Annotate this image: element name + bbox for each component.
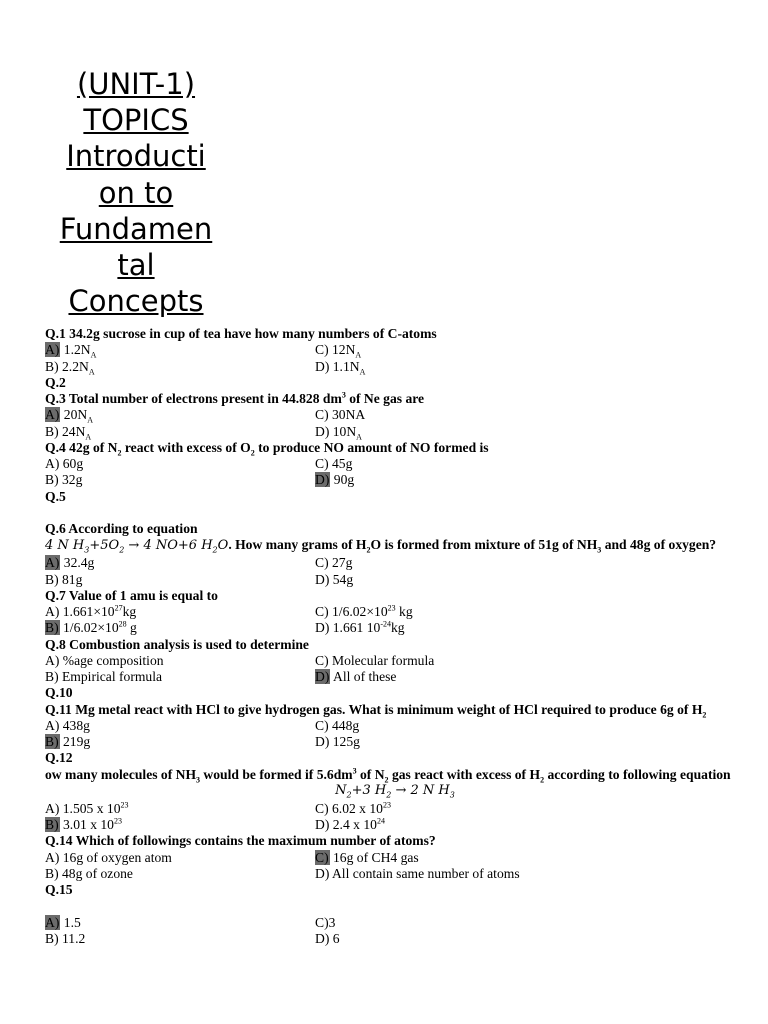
option-a[interactable]: A) $20N_A$ bbox=[45, 407, 93, 425]
option-a[interactable]: A) 1.5 bbox=[45, 914, 81, 930]
options-row bbox=[45, 407, 745, 423]
option-d[interactable]: D) 125g bbox=[315, 734, 360, 749]
options-row bbox=[45, 915, 745, 931]
question-10: Q.10 bbox=[45, 685, 73, 701]
spacer bbox=[45, 898, 745, 914]
question-11: Q.11 Mg metal react with HCl to give hydrogen gas. What is minimum weight of HCl required to produce 6g of $H_2$ bbox=[45, 701, 707, 720]
option-a[interactable]: A) %age composition bbox=[45, 652, 164, 668]
option-d[interactable]: D) 90g bbox=[315, 472, 355, 488]
answer-marker: B) bbox=[45, 620, 59, 636]
option-b[interactable]: B) $1/6.02\times 10^{28}$ g bbox=[45, 619, 137, 636]
option-c[interactable]: C) $1/6.02\times 10^{23}$ kg bbox=[315, 603, 413, 619]
answer-marker: B) bbox=[45, 817, 59, 832]
question-15: Q.15 bbox=[45, 882, 73, 897]
options-row bbox=[45, 931, 745, 947]
chemical-equation: 4 N $H_3+5O_2 \to 4$ NO+6 $H_2O$ bbox=[45, 538, 229, 555]
option-d[interactable]: D) All contain same number of atoms bbox=[315, 865, 520, 881]
options-row bbox=[45, 866, 745, 882]
options-row bbox=[45, 734, 745, 750]
options-row bbox=[45, 604, 745, 620]
option-c[interactable]: C) 27g bbox=[315, 555, 353, 571]
option-c[interactable]: C) 45g bbox=[315, 456, 353, 471]
options-row bbox=[45, 359, 745, 375]
answer-marker: A) bbox=[45, 342, 60, 358]
title-line: Introducti bbox=[66, 139, 206, 174]
document-title bbox=[40, 66, 232, 319]
option-b[interactable]: B) 48g of ozone bbox=[45, 865, 133, 881]
question-12: Q.12 bbox=[45, 750, 73, 766]
options-row bbox=[45, 620, 745, 636]
options-row bbox=[45, 801, 745, 817]
title-line: tal bbox=[117, 248, 155, 283]
question-4: Q.4 42g of $N_2$ react with excess of $O_2$ to produce NO amount of NO formed is bbox=[45, 439, 489, 458]
question-7: Q.7 Value of 1 amu is equal to bbox=[45, 587, 218, 603]
question-14: Q.14 Which of followings contains the maximum number of atoms? bbox=[45, 833, 436, 849]
question-5: Q.5 bbox=[45, 488, 66, 504]
option-d[interactable]: D) 54g bbox=[315, 571, 354, 587]
question-list bbox=[45, 326, 745, 947]
option-d[interactable]: D) 6 bbox=[315, 930, 340, 946]
option-b[interactable]: B) 219g bbox=[45, 734, 91, 749]
title-line: TOPICS bbox=[83, 103, 189, 138]
question-3: Q.3 Total number of electrons present in 44.828 $dm^3$ of Ne gas are bbox=[45, 390, 425, 406]
options-row bbox=[45, 817, 745, 833]
option-a[interactable]: A) $1.661\times 10^{27}kg$ bbox=[45, 603, 137, 619]
option-d[interactable]: D) 1.661 $10^{-24}kg$ bbox=[315, 619, 405, 636]
options-row bbox=[45, 669, 745, 685]
option-b[interactable]: B) $24N_A$ bbox=[45, 423, 92, 442]
option-a[interactable]: A) $1.2N_A$ bbox=[45, 342, 97, 360]
option-d[interactable]: D) All of these bbox=[315, 669, 397, 684]
options-row bbox=[45, 456, 745, 472]
option-c[interactable]: C) 30NA bbox=[315, 407, 366, 423]
title-line: Fundamen bbox=[59, 211, 213, 246]
option-c[interactable]: C) $12N_A$ bbox=[315, 342, 362, 360]
answer-marker: C) bbox=[315, 849, 329, 865]
question-6: Q.6 According to equation bbox=[45, 521, 198, 536]
option-d[interactable]: D) $10N_A$ bbox=[315, 423, 362, 442]
answer-marker: D) bbox=[315, 669, 330, 684]
spacer bbox=[45, 505, 745, 521]
answer-marker: A) bbox=[45, 407, 60, 423]
question-2: Q.2 bbox=[45, 374, 66, 390]
question-12-text: ow many molecules of $NH_3$ would be formed if $5.6dm^3$ of $N_2$ gas react with excess of $H_2$ according to following equation bbox=[45, 765, 731, 785]
options-row bbox=[45, 718, 745, 734]
options-row bbox=[45, 653, 745, 669]
answer-marker: B) bbox=[45, 734, 59, 749]
question-6-equation: 4 N $H_3+5O_2 \to 4$ NO+6 $H_2O$. How many grams of $H_2O$ is formed from mixture of 51g of $NH_3$ and 48g of oxygen? bbox=[45, 537, 717, 555]
option-c[interactable]: C) 6.02 x $10^{23}$ bbox=[315, 800, 391, 816]
option-a[interactable]: A) 438g bbox=[45, 717, 90, 733]
option-c[interactable]: C) Molecular formula bbox=[315, 652, 435, 668]
options-row bbox=[45, 850, 745, 866]
option-b[interactable]: B) Empirical formula bbox=[45, 669, 163, 684]
title-line: on to bbox=[98, 175, 174, 210]
title-line: (UNIT-1) bbox=[76, 67, 196, 101]
question-8: Q.8 Combustion analysis is used to determine bbox=[45, 636, 309, 652]
option-a[interactable]: A) 16g of oxygen atom bbox=[45, 849, 172, 865]
option-d[interactable]: D) 2.4 x $10^{24}$ bbox=[315, 816, 385, 832]
option-b[interactable]: B) 3.01 x $10^{23}$ bbox=[45, 816, 122, 832]
options-row bbox=[45, 472, 745, 488]
options-row bbox=[45, 424, 745, 440]
option-c[interactable]: C) 16g of CH4 gas bbox=[315, 849, 419, 865]
option-b[interactable]: B) 81g bbox=[45, 571, 83, 587]
option-a[interactable]: A) 60g bbox=[45, 456, 84, 471]
options-row bbox=[45, 555, 745, 571]
option-b[interactable]: B) 11.2 bbox=[45, 930, 86, 946]
options-row bbox=[45, 342, 745, 358]
option-b[interactable]: B) $2.2N_A$ bbox=[45, 358, 95, 377]
title-line: Concepts bbox=[68, 284, 204, 319]
answer-marker: A) bbox=[45, 914, 60, 930]
answer-marker: D) bbox=[315, 472, 330, 488]
chemical-equation: $N_2+3$ $H_2 \to 2$ N $H_3$ bbox=[335, 782, 455, 800]
options-row bbox=[45, 572, 745, 588]
option-a[interactable]: A) 1.505 x $10^{23}$ bbox=[45, 800, 129, 816]
option-c[interactable]: C)3 bbox=[315, 914, 336, 930]
option-a[interactable]: A) 32.4g bbox=[45, 555, 95, 571]
answer-marker: A) bbox=[45, 555, 60, 571]
option-c[interactable]: C) 448g bbox=[315, 717, 360, 733]
option-b[interactable]: B) 32g bbox=[45, 472, 83, 488]
option-d[interactable]: D) $1.1N_A$ bbox=[315, 358, 366, 377]
question-1: Q.1 34.2g sucrose in cup of tea have how many numbers of C-atoms bbox=[45, 326, 437, 341]
